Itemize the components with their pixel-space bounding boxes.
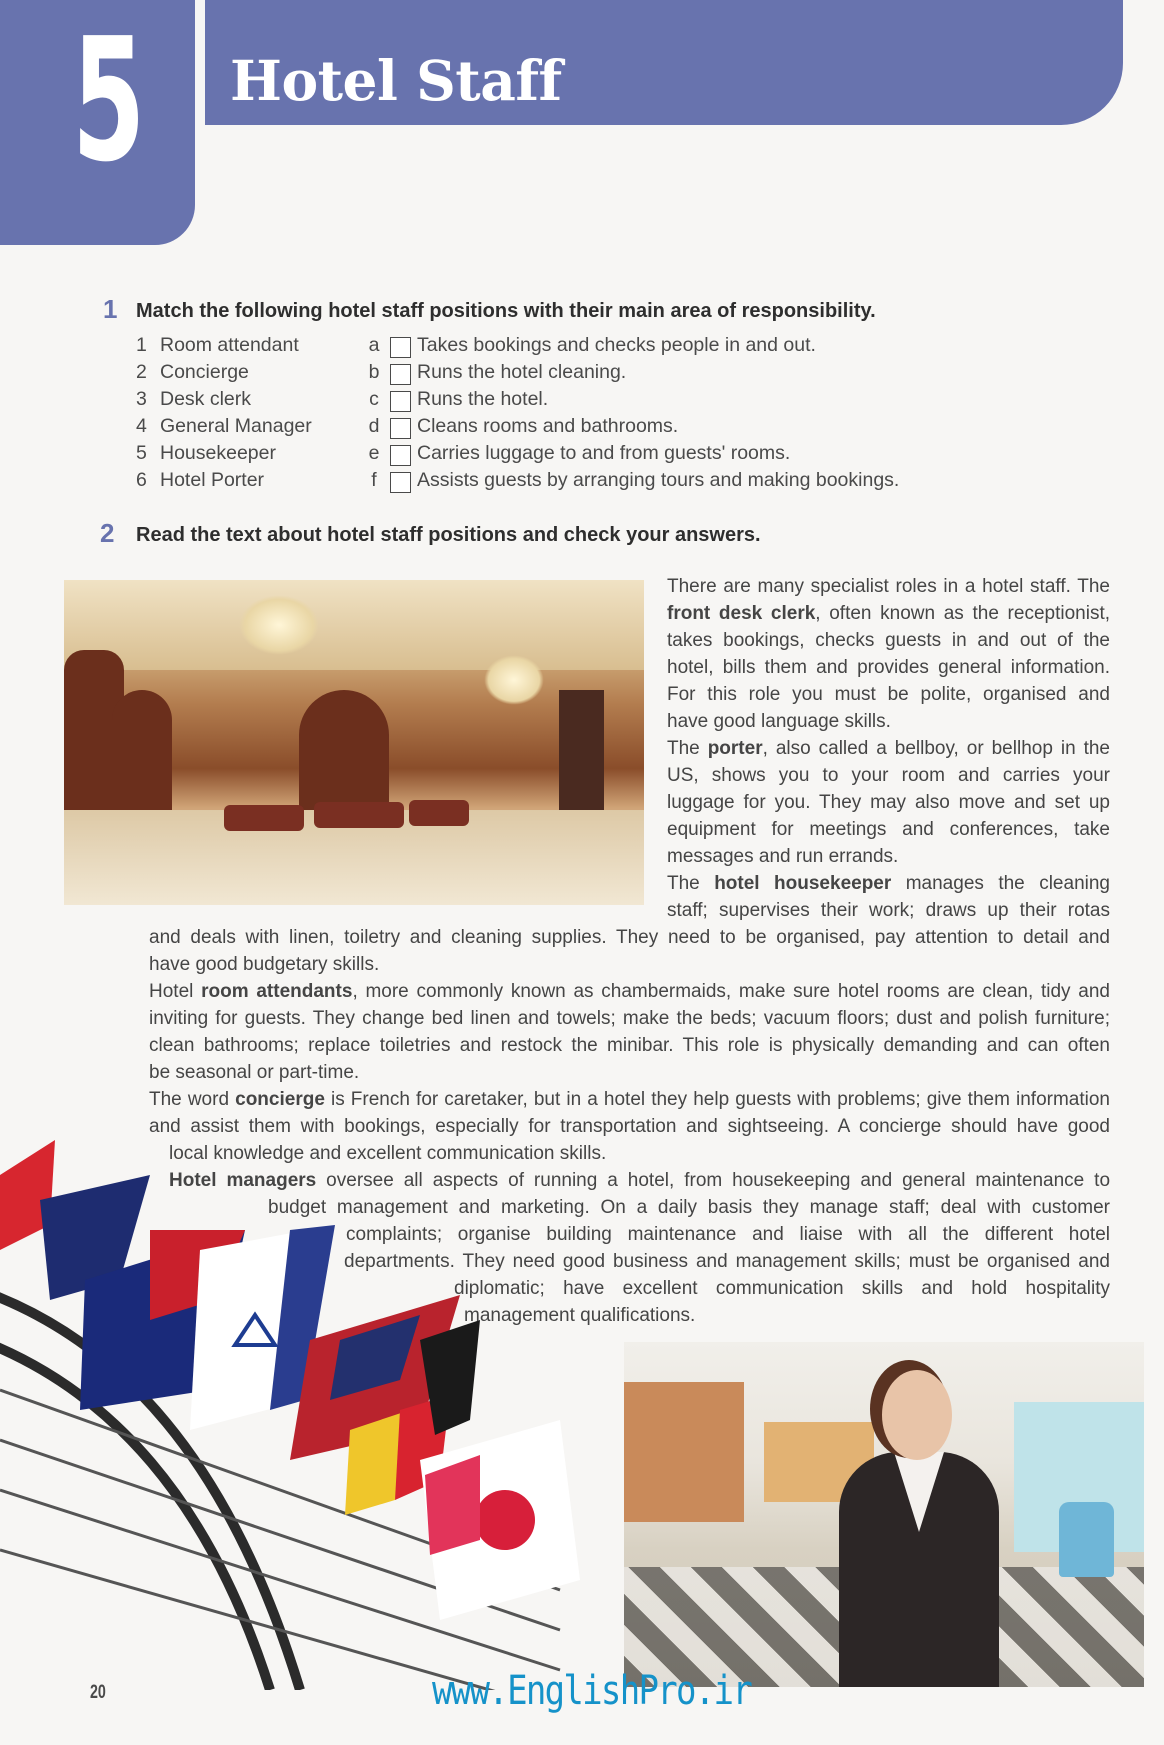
position-number: 2 [136, 361, 147, 383]
position-number: 3 [136, 388, 147, 410]
watermark-link[interactable]: www.EnglishPro.ir [432, 1668, 752, 1714]
article-line: takes bookings, checks guests in and out of the [667, 630, 1110, 651]
responsibility-text: Cleans rooms and bathrooms. [417, 415, 679, 437]
responsibility-letter: a [368, 334, 380, 356]
article-line: have good language skills. [667, 711, 891, 732]
position-label: Housekeeper [160, 442, 276, 464]
article-line: diplomatic; have excellent communication skills and hold hospitality [454, 1278, 1110, 1299]
responsibility-letter: e [368, 442, 380, 464]
article-line: Hotel room attendants, more commonly known as chambermaids, make sure hotel rooms are clean, tidy and [149, 981, 1110, 1002]
article-line: There are many specialist roles in a hotel staff. The [667, 576, 1110, 597]
article-line: departments. They need good business and management skills; must be organised and [344, 1251, 1110, 1272]
article-line: hotel, bills them and provides general information. [667, 657, 1110, 678]
page-number: 20 [90, 1682, 106, 1703]
responsibility-text: Carries luggage to and from guests' rooms. [417, 442, 791, 464]
position-label: Room attendant [160, 334, 299, 356]
responsibility-letter: d [368, 415, 380, 437]
article-line: be seasonal or part-time. [149, 1062, 360, 1083]
article-line: clean bathrooms; replace toiletries and restock the minibar. This role is physically demanding and can often [149, 1035, 1110, 1056]
article-line: and deals with linen, toiletry and cleaning supplies. They need to be organised, pay attention to detail and [149, 927, 1110, 948]
term-porter: porter [707, 738, 763, 759]
article-line: staff; supervises their work; draws up their rotas [667, 900, 1110, 921]
article-line: Hotel managers oversee all aspects of running a hotel, from housekeeping and general maintenance to [169, 1170, 1111, 1191]
responsibility-text: Assists guests by arranging tours and making bookings. [417, 469, 900, 491]
term-hotel-managers: Hotel managers [169, 1170, 317, 1191]
unit-number: 5 [72, 2, 146, 200]
article-line: messages and run errands. [667, 846, 899, 867]
term-hotel-housekeeper: hotel housekeeper [714, 873, 892, 894]
article-line: local knowledge and excellent communication skills. [169, 1143, 607, 1164]
responsibility-letter: c [369, 388, 379, 410]
article-line: inviting for guests. They change bed linen and towels; make the beds; vacuum floors; dust and polish furniture; [149, 1008, 1110, 1029]
hotel-manager-photo [624, 1342, 1144, 1687]
article-line: front desk clerk, often known as the receptionist, [667, 603, 1110, 624]
exercise-2-instruction: Read the text about hotel staff positions and check your answers. [136, 524, 761, 546]
position-label: Hotel Porter [160, 469, 265, 491]
position-label: Desk clerk [160, 388, 252, 410]
exercise-2-number: 2 [100, 518, 115, 548]
responsibility-text: Runs the hotel cleaning. [417, 361, 627, 383]
article-line: For this role you must be polite, organised and [667, 684, 1110, 705]
answer-checkbox[interactable] [390, 337, 411, 358]
article-line: luggage for you. They may also move and set up [667, 792, 1110, 813]
responsibility-text: Runs the hotel. [417, 388, 549, 410]
unit-title: Hotel Staff [230, 48, 562, 113]
position-label: General Manager [160, 415, 312, 437]
term-front-desk-clerk: front desk clerk [667, 603, 816, 624]
answer-checkbox[interactable] [390, 445, 411, 466]
term-room-attendants: room attendants [201, 981, 353, 1002]
position-number: 4 [136, 415, 147, 437]
article-line: US, shows you to your room and carries your [667, 765, 1110, 786]
article-line: The porter, also called a bellboy, or bellhop in the [667, 738, 1110, 759]
article-line: The word concierge is French for caretaker, but in a hotel they help guests with problems; give them information [149, 1089, 1110, 1110]
responsibility-letter: b [368, 361, 380, 383]
position-number: 1 [136, 334, 147, 356]
answer-checkbox[interactable] [390, 418, 411, 439]
exercise-1-number: 1 [103, 294, 118, 324]
unit-number-block [0, 0, 195, 245]
position-number: 6 [136, 469, 147, 491]
article-line: and assist them with bookings, especially for transportation and sightseeing. A concierge should have good [149, 1116, 1110, 1137]
article-line: complaints; organise building maintenance and liaise with all the different hotel [346, 1224, 1110, 1245]
term-concierge: concierge [235, 1089, 325, 1110]
answer-checkbox[interactable] [390, 391, 411, 412]
responsibility-text: Takes bookings and checks people in and out. [417, 334, 816, 356]
article-line: equipment for meetings and conferences, take [667, 819, 1110, 840]
answer-checkbox[interactable] [390, 472, 411, 493]
position-label: Concierge [160, 361, 249, 383]
responsibility-letter: f [371, 469, 377, 491]
article-line: management qualifications. [464, 1305, 696, 1326]
article-line: have good budgetary skills. [149, 954, 380, 975]
exercise-1-instruction: Match the following hotel staff positions with their main area of responsibility. [136, 300, 876, 322]
article-line: budget management and marketing. On a daily basis they manage staff; deal with customer [268, 1197, 1110, 1218]
hotel-lobby-photo [64, 580, 644, 905]
position-number: 5 [136, 442, 147, 464]
answer-checkbox[interactable] [390, 364, 411, 385]
article-line: The hotel housekeeper manages the cleaning [667, 873, 1110, 894]
